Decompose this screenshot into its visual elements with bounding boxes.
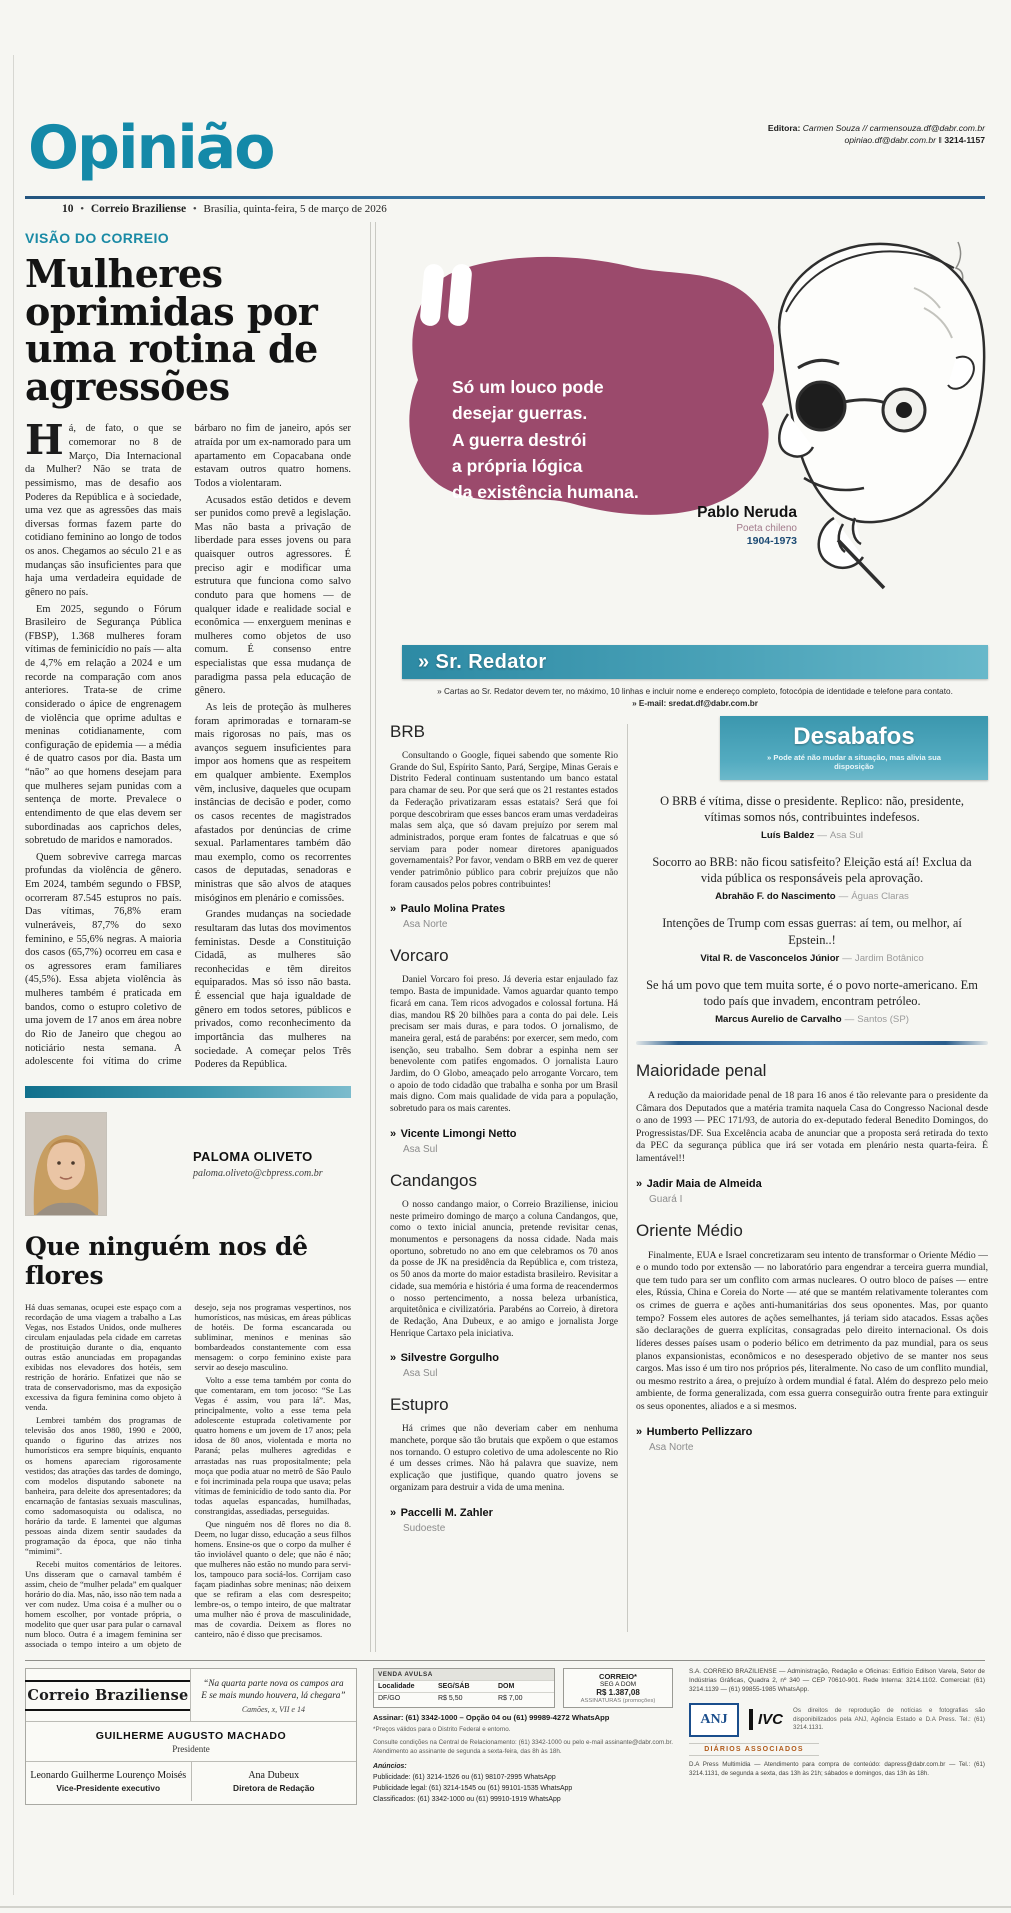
assinatura-note: ASSINATURAS (promoções)	[580, 1698, 656, 1704]
expediente-footer	[25, 1660, 985, 1805]
chevron-icon: »	[636, 1177, 643, 1190]
central-note: Consulte condições na Central de Relacionamento: (61) 3342-1000 ou pelo e-mail assinante@dabr.com.br. Atendimento ao assinante de segunda a sexta-feira, das 8h às 18h.	[373, 1738, 673, 1755]
desabafos-subtitle: » Pode até não mudar a situação, mas alivia sua disposição	[767, 753, 941, 772]
ivc-logo: IVC	[749, 1709, 783, 1730]
dash-separator: —	[842, 952, 852, 964]
rule-text: Cartas ao Sr. Redator devem ter, no máximo, 10 linhas e incluir nome e endereço completo, fotocópia de identidade e telefone para contato.	[444, 687, 953, 696]
letters-column	[390, 722, 618, 1536]
anuncio-line: Publicidade legal: (61) 3214-1545 ou (61) 99101-1535 WhatsApp	[373, 1784, 573, 1792]
columnist-byline	[25, 1098, 351, 1224]
letter-location: Asa Norte	[649, 1441, 694, 1453]
letter-location: Sudoeste	[403, 1522, 446, 1534]
sr-redator-notes	[402, 686, 988, 711]
letter-location: Asa Sul	[403, 1368, 438, 1380]
motto-box	[191, 1669, 356, 1721]
col-dom: DOM	[498, 1683, 515, 1690]
section-email: opiniao.df@dabr.com.br	[844, 135, 937, 146]
letter-body: Finalmente, EUA e Israel concretizaram seu intento de transformar o Oriente Médio — e o mundo todo por extensão — no laboratório para engendrar a terceira guerra mundial, que tem tudo para ser um conflito com armas nucleares. O outro bloco de países — entre eles, Rússia, China e Coreia do Norte — até que se mantém relativamente tolerantes com os crimes de guerra e ações anti-humanitárias dos seus oponentes. Mas, por quanto tempo? Fossem eles autores de ações semelhantes, já teriam sido atacados. Essas ações são declarações de guerra explícitas, consagradas pelo direito internacional. Os dois líderes desses países usam o poderio bélico em detrimento da paz mundial, para os seus planos expansionistas, econômicos e no desesperado objetivo de se manter nos seus cargos. Mas isso é um tiro nos próprios pés, literalmente. No caso de um conflito mundial, ou mesmo restrito a área, o prejuízo à ordem mundial é fatal. Além do desprezo pelo meio ambiente, de forma generalizada, com essa guerra conseguirão outra frente para extinguir os seus oponentes, aliados e a si mesmos.	[636, 1249, 988, 1412]
desabafos-header	[720, 716, 988, 780]
chevron-icon: »	[390, 903, 397, 916]
assinatura-period: SEG A DOM	[599, 1681, 637, 1688]
footer-sales-cell	[373, 1668, 673, 1805]
venda-avulsa-label: VENDA AVULSA	[374, 1669, 554, 1680]
cell-dom: R$ 7,00	[498, 1695, 523, 1702]
sales-tables	[373, 1668, 673, 1708]
letter-title: Vorcaro	[390, 946, 449, 966]
company-info: S.A. CORREIO BRAZILIENSE — Administração, Redação e Oficinas: Edifício Edilson Varela, Setor de Indústrias Gráficas, Quadra 2, nº 340 — CEP 70610-901. Rede Interna: 3214.1102. Comercial: (61) 3214.1139 — (61) 99855-1985 WhatsApp.	[689, 1668, 985, 1693]
contact-line	[768, 134, 985, 146]
footer-paper-logo: Correio Braziliense	[25, 1680, 190, 1711]
section-divider	[636, 1041, 988, 1045]
dot-separator: •	[80, 203, 85, 215]
letter-body: Há crimes que não deveriam caber em nenhuma manchete, porque são tão brutais que expõem o que estamos nos tornando. O estupro coletivo de uma adolescente no Rio é um desses crimes. Não há palavra que suavize, nem explicação que justifique, quando quatro jovens se organizam para destruir a vida de uma menina.	[390, 1424, 618, 1493]
editorial-paragraph: Grandes mudanças na sociedade resultaram das lutas dos movimentos feministas. Desde a Constituição Cidadã, as mulheres são reconhecidas e têm direitos equiparados. Mas só isso não basta. É essencial que haja igualdade de gênero em todos setores, públicos e privados, como reconhecimento da importância das mulheres na sociedade. A começar pelos Três Poderes da República.	[194, 909, 351, 1071]
director-cell	[191, 1762, 357, 1801]
visao-do-correio-block	[25, 230, 351, 1649]
byline-divider-bar	[25, 1086, 351, 1098]
sr-redator-title: » Sr. Redator	[418, 650, 547, 673]
motto-line: E se mais mundo houvera, lá chegara”	[201, 1689, 346, 1700]
anuncio-line: Publicidade: (61) 3214-1526 ou (61) 98107-2995 WhatsApp	[373, 1774, 556, 1782]
diarios-associados-badge: DIÁRIOS ASSOCIADOS	[689, 1743, 819, 1756]
footer-masthead-row	[26, 1669, 356, 1722]
paper-name: Correio Braziliense	[90, 203, 187, 215]
editorial-paragraph: Quem sobrevive carrega marcas profundas da violência de gênero. Em 2024, também segundo o FBSP, ocorreram 87.545 estupros no país. Das vítimas, 76,8% eram vulneráveis, 87,7% do sexo feminino, e 55,6% negras. A maioria dos casos (65,7%) ocorreu em casa e os agressores eram familiares (45,5%). Essa abjeta violência às mulheres também é praticada em bandos, como o estupro coletivo de uma jovem de 17 anos em área nobre do Rio de Janeiro que chegou ao noticiário nesta semana. A adolescente foi vítima do crime bárbaro no fim de janeiro, após ser atraída por um ex-namorado para um apartamento em Copacabana onde estavam outros quatro homens. Todos a violentaram.	[25, 423, 351, 1068]
letter-author: Silvestre Gorgulho	[400, 1352, 499, 1365]
paragraph-text: á, de fato, o que se comemorar no 8 de Março, Dia Internacional da Mulher? Não se trata de pessimismo, mas de desafio aos Poderes da República e à sociedade, uma vez que as agressões das mais diversas formas fazem parte do cotidiano feminino ao longo de todos os anos. Chegamos ao século 21 e as mudanças são insuficientes para que haja uma verdadeira equidade de gênero no país.	[25, 423, 182, 598]
col-localidade: Localidade	[378, 1683, 415, 1690]
quote-line: Só um louco pode	[452, 377, 604, 397]
desabafo-author: Marcus Aurelio de Carvalho	[715, 1013, 842, 1025]
column-body	[25, 1302, 351, 1650]
assinatura-table	[563, 1668, 673, 1708]
column-rule	[370, 222, 371, 1652]
letter-title: Maioridade penal	[636, 1060, 767, 1080]
chevron-icon: »	[390, 1352, 397, 1365]
letter-author: Humberto Pellizzaro	[646, 1425, 753, 1438]
desabafo-signature	[636, 830, 988, 841]
cell-localidade: DF/GO	[378, 1695, 401, 1702]
letter-title: Candangos	[390, 1170, 477, 1190]
sr-redator-band	[402, 645, 988, 679]
letters-email: sredat.df@dabr.com.br	[668, 699, 758, 709]
dash-separator: —	[838, 891, 849, 903]
edition-date: Brasília, quinta-feira, 5 de março de 2026	[203, 203, 387, 215]
letter-signature	[636, 1422, 988, 1453]
letter-author: Paccelli M. Zahler	[400, 1506, 493, 1519]
letter-location: Asa Sul	[403, 1143, 438, 1155]
dapress-note: D.A Press Multimídia — Atendimento para compra de conteúdo: dapress@dabr.com.br — Tel.: (61) 3214.1131, de segunda a sexta, das 13h às 21h; sábados e domingos, das 13h às 18h.	[689, 1760, 985, 1777]
pull-quote	[452, 374, 752, 505]
desabafo-signature	[636, 1014, 988, 1025]
footer-grid	[25, 1668, 985, 1805]
editorial-paragraph: Em 2025, segundo o Fórum Brasileiro de Segurança Pública (FBSP), 1.368 mulheres foram vítimas de feminicídio no país — alta de 4,7% em relação a 2024 e um recorde na comparação com anos anteriores. Trata-se de crime considerado o ápice de engrenagem de violência que oprime adultas e meninas cotidianamente, com configuração de epidemia — a média é de quatro casos por dia. Basta um “não” ao que homens desejam para que mulheres sejam punidas com a sentença de morte. Prevalece o entendimento de que elas devem ser subordinadas aos caprichos deles, sobretudo de maridos e namorados.	[25, 603, 182, 847]
column-rule	[627, 724, 628, 1632]
chevron-icon: »	[437, 687, 442, 696]
letter-author: Jadir Maia de Almeida	[646, 1177, 762, 1190]
cell-segsab: R$ 5,50	[438, 1695, 463, 1702]
dot-separator: •	[192, 203, 197, 215]
desabafo-author: Abrahão F. do Nascimento	[715, 891, 836, 903]
letter-author: Paulo Molina Prates	[400, 903, 506, 916]
editorial-paragraph: As leis de proteção às mulheres foram aprimoradas e tornaram-se mais rigorosas no país, mas os avanços seguem insuficientes para impor aos homens que as respeitem em qualquer ambiente. Exemplos vêm, inclusive, daqueles que ocupam instâncias de decisão e poder, como os casos recentes de magistrados afastados por denúncias de crime sexual. Parlamentares também dão mau exemplo, como os recorrentes casos de deputadas, senadoras e ministras que são alvos de ataques misóginos em plenário e comissões.	[194, 701, 351, 904]
president-row	[26, 1722, 356, 1762]
letter-title: Estupro	[390, 1395, 449, 1415]
desabafos-column	[636, 716, 988, 1455]
desabafo-quote: Intenções de Trump com essas guerras: aí tem, ou melhor, aí Epstein..!	[662, 916, 962, 947]
venda-avulsa-table	[373, 1668, 555, 1708]
letter-author: Vicente Limongi Netto	[400, 1127, 517, 1140]
quote-line: a própria lógica	[452, 455, 583, 476]
letter-signature	[390, 1503, 618, 1534]
neruda-caricature-illustration	[742, 216, 988, 616]
assinatura-brand: CORREIO*	[599, 1672, 637, 1681]
letter-location: Asa Norte	[403, 919, 448, 931]
letter-location: Guará I	[649, 1193, 683, 1205]
president-role: Presidente	[172, 1744, 210, 1755]
letter-title: Oriente Médio	[636, 1220, 743, 1240]
author-photo-illustration	[26, 1113, 106, 1215]
section-kicker: VISÃO DO CORREIO	[25, 230, 170, 246]
quote-line: desejar guerras.	[452, 403, 588, 424]
desabafo-quote: O BRB é vítima, disse o presidente. Replico: não, presidente, vítimas somos nós, contribuintes indefesos.	[660, 793, 964, 825]
column-paragraph: Que ninguém nos dê flores no dia 8. Deem, no lugar disso, educação a seus filhos homens. Ensine-os que o corpo da mulher é tão inviolável quanto o dele; que não é não; que mulheres não estão no mundo para servi-los, tampouco para sociá-los. Corrijam caso façam piadinhas sobre meninas; não deixem que se refiram a elas com desrespeito; lembre-os, o tempo inteiro, de que maltratar uma mulher não é prova de masculinidade, mas de covardia. Deixem as flores no canteiro, não é disso que precisamos.	[194, 1518, 351, 1640]
director-role: Diretora de Redação	[233, 1783, 315, 1794]
letter-signature	[390, 1348, 618, 1379]
letter-signature	[390, 1124, 618, 1155]
desabafo-location: Asa Sul	[829, 830, 863, 842]
letter-body: Daniel Vorcaro foi preso. Já deveria estar enjaulado faz tempo. Basta de impunidade. Vamos aguardar quanto tempo ficará em cana. Tem ricos advogados e colossal fortuna. Há dias, mandou R$ 20 bilhões para a conta do pai dele. Leis precisam ser mais duras, e para todos. O jornalismo, de maneira geral, está de parabéns: por exercer, sem medo, com isenção, seu trabalho. Sem dobrar a espinha nem ser benevolente com patifes engomados. O jornalista Lauro Jardim, do O Globo, ameaçado pelo arrogante Vorcaro, tem o apoio de todo cidadão que trabalha e sonha por um Brasil mais digno. Com mais qualidade de vida para a população, sobretudo para os mais carentes.	[390, 975, 618, 1115]
editor-line	[768, 122, 985, 134]
anuncios-block	[373, 1762, 673, 1805]
column-rule	[375, 222, 376, 1652]
quote-author-years: 1904-1973	[746, 535, 797, 547]
editorial-body	[25, 416, 351, 1071]
quote-author-role: Poeta chileno	[736, 523, 797, 534]
anj-logo: ANJ	[689, 1703, 739, 1737]
chevron-icon: »	[636, 1425, 643, 1438]
director-name: Ana Dubeux	[248, 1770, 300, 1782]
executives-row	[26, 1762, 356, 1801]
page-bottom-rule	[0, 1906, 1011, 1908]
letter-body: O nosso candango maior, o Correio Braziliense, iniciou neste primeiro domingo de março a coluna Candangos, que, como o texto inicial anuncia, pretende revisitar cenas, monumentos e personagens da nossa cidade. Nada mais oportuno, sobretudo no ano em que celebramos os 70 anos da posse de JK na presidência da República e, com tristeza, os 50 anos da morte do maior estadista brasileiro. Revisitar a cidade, sua memória e história é uma forma de reacendermos o nosso pertencimento, a nossa beleza urbanística, arquitetônica e civilizatória. Parabéns ao Correio, à diretora de Redação, Ana Dubeux, e ao amigo e jornalista Jorge Henrique Cartaxo pela iniciativa.	[390, 1199, 618, 1339]
desabafo-author: Luís Baldez	[761, 830, 815, 842]
footer-company-cell	[689, 1668, 985, 1805]
dateline	[62, 203, 387, 215]
chevron-icon: »	[390, 1127, 397, 1140]
motto-attribution: Camões, x, VII e 14	[241, 1704, 305, 1714]
desabafo-location: Santos (SP)	[857, 1013, 909, 1025]
desabafo-location: Águas Claras	[851, 891, 909, 903]
column-paragraph: Volto a esse tema também por conta do que comentaram, em tom jocoso: “Se Las Vegas é assim, vou para lá”. Mas, principalmente, volto a esse tema pela adolescente estuprada coletivamente por quatro homens e um jovem de 17 anos; pela idosa de 80 anos, violentada e morta no Paraná; pelas mulheres agredidas e arrastadas nas ruas propositalmente; pela moça que podia atuar no metrô de São Paulo e foi incriminada pela roupa que usava; pelas vítimas de feminicídio de todo santo dia. Por todas aquelas espancadas, humilhadas, constrangidas, assediadas, perseguidas.	[194, 1375, 351, 1516]
anuncios-label: Anúncios:	[373, 1763, 407, 1771]
motto-line: “Na quarta parte nova os campos ara	[203, 1678, 344, 1688]
contact-separator: ‖	[938, 135, 942, 146]
author-photo	[25, 1112, 107, 1216]
desabafos-title: Desabafos	[793, 723, 915, 750]
email-label: E-mail:	[638, 699, 667, 709]
anuncio-line: Classificados: (61) 3342-1000 ou (61) 99910-1919 WhatsApp	[373, 1795, 561, 1803]
letter-body: A redução da maioridade penal de 18 para 16 anos é tão relevante para o presidente da Câmara dos Deputados que a matéria tramita naquela Casa do Congresso Nacional desde o ano de 1993 — PEC 171/93, de autoria do ex-deputado federal Benedito Domingos, do Progressistas/DF. Sua Excelência acaba de anunciar que a proposta será retirada do texto da PEC da segurança pública que irá ser votada em plenário nesta quarta-feira. É lamentável!!	[636, 1089, 988, 1165]
column-paragraph: Lembrei também dos programas de televisão dos anos 1980, 1990 e 2000, quando o figurino das atrizes nos humorísticos era sempre biquínis, enquanto os homens apareciam rigorosamente vestidos; das atrações das tardes de domingo, com modelos disputando sabonete na banheira, para deleite dos apresentadores; da encarnação de fantasias sexuais masculinas, como sadomasoquista ou odalisca, no horário da tarde. E lamentei que algumas pessoas ainda dizem sentir saudades da programação da época, que não tinha “mimimi”.	[25, 1415, 182, 1556]
president-name: GUILHERME AUGUSTO MACHADO	[95, 1730, 287, 1743]
desabafo-quote: Se há um povo que tem muita sorte, é o povo norte-americano. Em todo país que invadem, encontram petróleo.	[646, 977, 978, 1008]
col-segsab: SEG/SÁB	[438, 1683, 470, 1690]
price-note: *Preços válidos para o Distrito Federal e entorno.	[373, 1726, 511, 1733]
quote-line: A guerra destrói	[452, 429, 587, 450]
assinar-line: Assinar: (61) 3342-1000 – Opção 04 ou (61) 99989-4272 WhatsApp	[373, 1713, 610, 1722]
editorial-paragraph: Acusados estão detidos e devem ser punidos como prevê a legislação. Mas não basta a privação de liberdade para esses jovens ou para quaisquer outros agressores. É preciso agir e modificar uma estrutura que funciona como salvo conduto para que homens — de qualquer idade e realidade social e econômica — enxerguem meninas e mulheres como objetos de uso comum. É consenso entre especialistas que essa mudança de paradigma passa pela educação de gênero.	[194, 494, 351, 697]
letters-rule-note	[402, 686, 988, 698]
desabafo-location: Jardim Botânico	[854, 952, 924, 964]
editorial-headline: Mulheres oprimidas por uma rotina de agressões	[25, 251, 318, 409]
editor-info	[768, 122, 985, 147]
desabafo-signature	[636, 891, 988, 902]
editor-label: Editora:	[767, 123, 801, 133]
letter-signature	[636, 1174, 988, 1205]
assinatura-price: R$ 1.387,08	[596, 1688, 640, 1697]
masthead-rule	[25, 196, 985, 199]
author-name: PALOMA OLIVETO	[193, 1148, 313, 1164]
letter-body: Consultando o Google, fiquei sabendo que somente Rio Grande do Sul, Espírito Santo, Pará, Sergipe, Minas Gerais e Distrito Federal continuam sustentando um banco estatal para chamar de seu. Por que será que os 21 restantes estados da Federação privatizaram essas estatais? Será que foi porque descobriram que esses bancos eram umas verdadeiras malas sem alça, que só davam prejuízo por serem mal administrados, porque eram fontes de falcatruas e que só serviam para poder nomear diretores apaniguados governamentais? Por favor, vendam o BRB em vez de querer vender patrimônio público para cobrir prejuízos que não foram causados pelos pobres contribuintes!	[390, 751, 618, 890]
table-header-row	[374, 1680, 554, 1692]
editorial-paragraph	[25, 416, 182, 599]
desabafo-author: Vital R. de Vasconcelos Júnior	[700, 952, 840, 964]
column-paragraph: Recebi muitos comentários de leitores. Uns disseram que o carnaval também é assim, cheio de “mulher pelada” em qualquer horário do dia. Mas, não, isso não tem nada a ver com nudez. Uma coisa é a mulher ou o homem escolher, por vontade própria, o modelito que quer usar para pular o carnaval num bloco. Outra é a imagem feminina ser associada o tempo inteiro a um objeto de desejo, seja nos programas vespertinos, nos humorísticos, nas músicas, em áreas públicas de hotéis. De forma escancarada ou subliminar, meninos e meninas são bombardeados constantemente com essa mensagem: o corpo feminino existe para servir ao desejo masculino.	[25, 1301, 351, 1650]
letter-title: BRB	[390, 722, 425, 741]
section-phone: 3214-1157	[944, 135, 985, 146]
vp-role: Vice-Presidente executivo	[56, 1783, 161, 1794]
column-paragraph: Há duas semanas, ocupei este espaço com a recordação de uma viagem a trabalho a Las Vegas, nos Estados Unidos, onde mulheres circulam enjauladas pela cidade em carretas de prostituição durante o dia, enquanto outras estão anunciadas em propagandas exibidas nos elevadores dos hotéis, sem restrição de horário. Enfatizei que não se trata de conservadorismo, mas da exposição excessiva da figura feminina como objeto à venda.	[25, 1301, 182, 1413]
column-headline: Que ninguém nos dê flores	[25, 1231, 308, 1290]
vp-cell	[26, 1762, 191, 1801]
desabafo-signature	[636, 953, 988, 964]
association-logos	[689, 1703, 985, 1737]
chevron-icon: »	[632, 699, 637, 709]
page-number: 10	[62, 203, 74, 215]
table-row	[374, 1692, 554, 1704]
desabafo-quote: Socorro ao BRB: não ficou satisfeito? Eleição está aí! Exclua da vida pública os responsáveis pela aprovação.	[652, 855, 972, 886]
byline-text	[193, 1149, 323, 1179]
section-logo: Opinião	[28, 113, 274, 183]
dash-separator: —	[817, 830, 827, 842]
footer-masthead-cell	[25, 1668, 357, 1805]
vp-name: Leonardo Guilherme Lourenço Moisés	[30, 1770, 187, 1782]
quote-line: da existência humana.	[452, 482, 639, 502]
dropcap: H	[25, 416, 64, 465]
agencia-note: Os direitos de reprodução de notícias e fotografias são disponibilizados pela ANJ, Agência Estado e D.A Press. Tel.: (61) 3214.1131.	[793, 1706, 985, 1732]
editor-value: Carmen Souza // carmensouza.df@dabr.com.br	[802, 123, 985, 133]
letter-signature	[390, 899, 618, 930]
author-email: paloma.oliveto@cbpress.com.br	[193, 1167, 323, 1179]
footer-logo-box	[26, 1669, 191, 1721]
dash-separator: —	[844, 1013, 855, 1025]
chevron-icon: »	[390, 1506, 397, 1519]
letters-email-note	[402, 698, 988, 710]
quote-author: Pablo Neruda	[697, 504, 797, 521]
page-edge-line	[13, 55, 14, 1895]
